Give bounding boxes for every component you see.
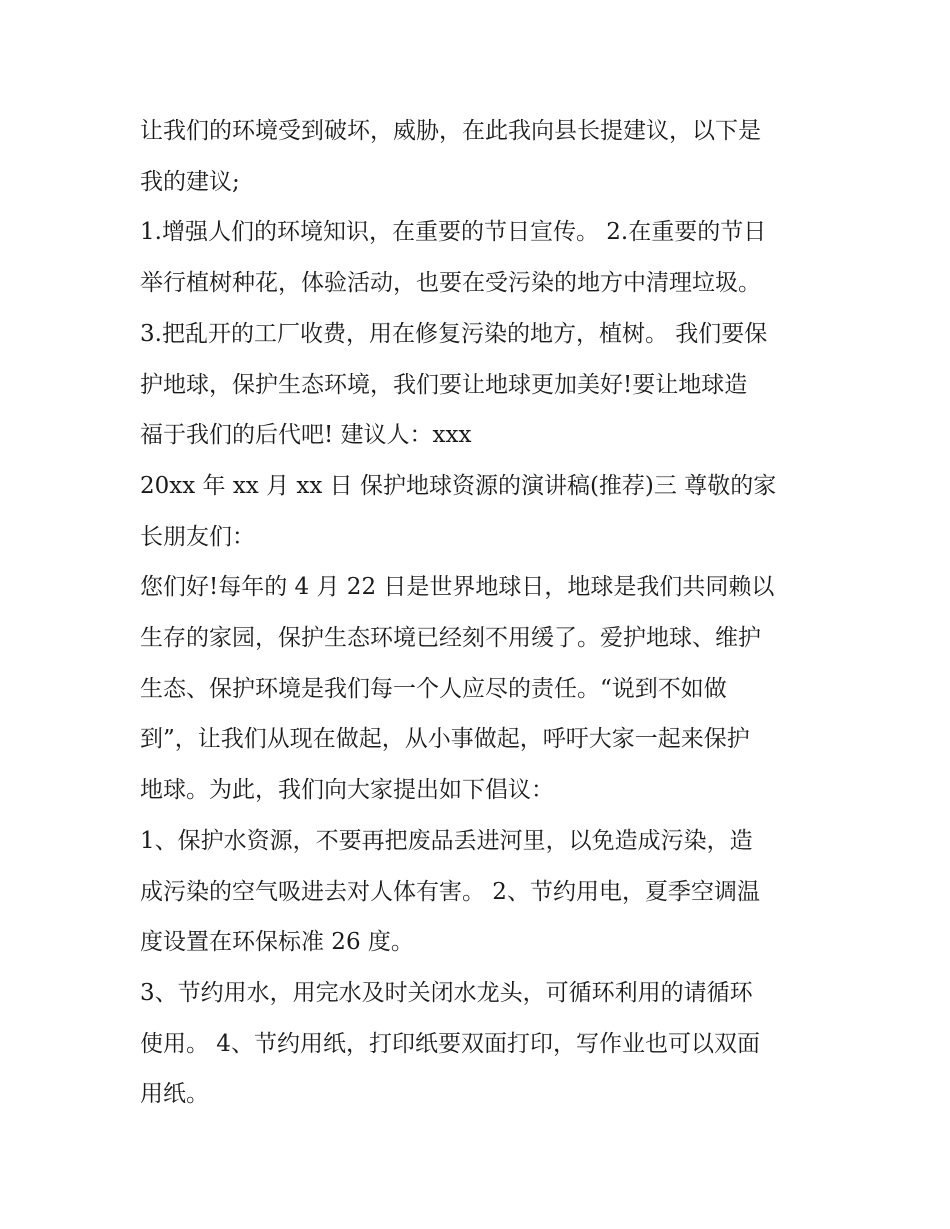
text-line: 地球。为此，我们向大家提出如下倡议： [140, 777, 554, 804]
text-line: 3.把乱开的工厂收费，用在修复污染的地方，植树。 我们要保 [140, 320, 768, 347]
text-line: 使用。 4、节约用纸，打印纸要双面打印，写作业也可以双面 [140, 1030, 760, 1057]
text-line: 1、保护水资源，不要再把废品丢进河里，以免造成污染，造 [140, 827, 753, 854]
text-line: 生存的家园，保护生态环境已经刻不用缓了。爱护地球、维护 [140, 625, 761, 652]
text-line: 长朋友们： [140, 523, 255, 550]
text-line: 1.增强人们的环境知识，在重要的节日宣传。 2.在重要的节日 [140, 219, 767, 246]
text-line: 让我们的环境受到破坏，威胁，在此我向县长提建议，以下是 [140, 118, 761, 144]
text-line: 举行植树种花，体验活动，也要在受污染的地方中清理垃圾。 [140, 270, 761, 297]
body-text [140, 106, 820, 1120]
text-line: 度设置在环保标准 26 度。 [140, 929, 414, 956]
text-line: 到”，让我们从现在做起，从小事做起，呼吁大家一起来保护 [140, 726, 750, 753]
text-line: 护地球，保护生态环境，我们要让地球更加美好!要让地球造 [140, 371, 748, 398]
text-line: 我的建议; [140, 168, 240, 195]
text-line: 您们好!每年的 4 月 22 日是世界地球日，地球是我们共同赖以 [140, 574, 775, 601]
text-line: 生态、保护环境是我们每一个人应尽的责任。“说到不如做 [140, 675, 727, 702]
text-line: 3、节约用水，用完水及时关闭水龙头，可循环利用的请循环 [140, 979, 753, 1006]
text-line: 用纸。 [140, 1081, 209, 1108]
text-line: 20xx 年 xx 月 xx 日 保护地球资源的演讲稿(推荐)三 尊敬的家 [140, 472, 777, 499]
text-line: 福于我们的后代吧! 建议人：xxx [140, 422, 472, 449]
text-line: 成污染的空气吸进去对人体有害。 2、节约用电，夏季空调温 [140, 878, 760, 905]
